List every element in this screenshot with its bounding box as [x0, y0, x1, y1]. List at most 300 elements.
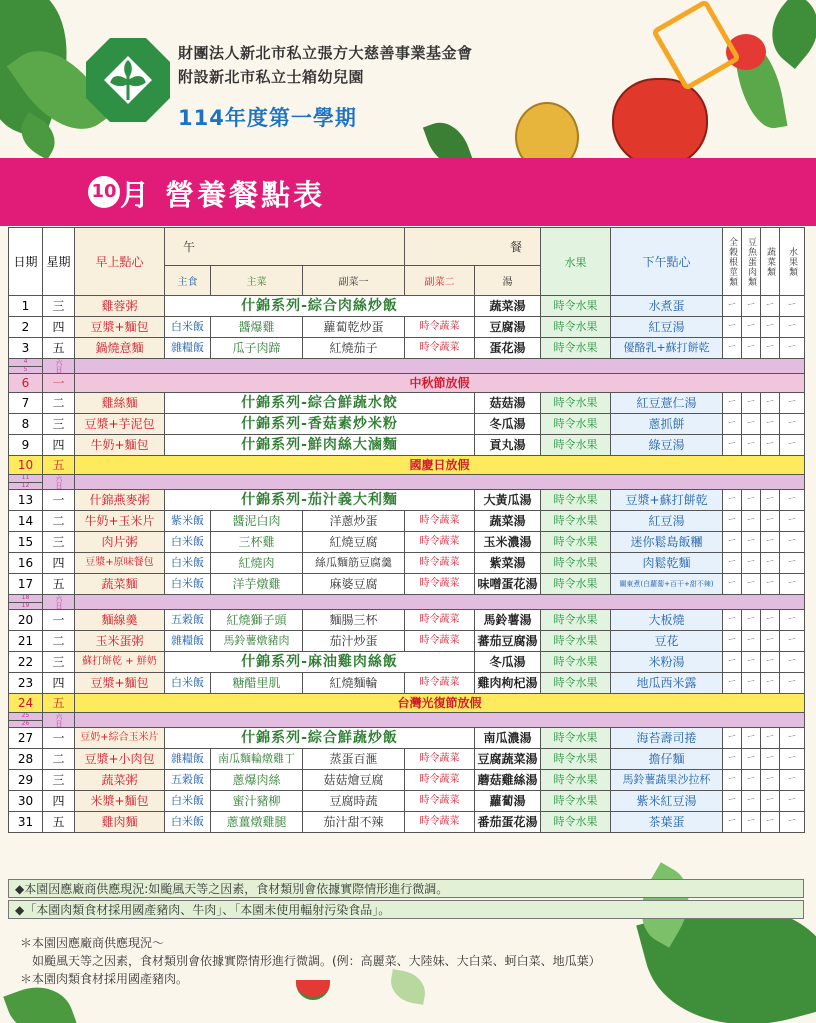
- day-cell: 10: [9, 456, 43, 475]
- morning-snack-cell: 豆漿+原味餐包: [75, 553, 165, 574]
- day-cell: 12: [9, 482, 43, 490]
- main-dish-cell: 洋芋燉雞: [211, 574, 303, 595]
- weekday-cell: 五: [43, 812, 75, 833]
- afternoon-snack-cell: 蔥抓餅: [611, 414, 723, 435]
- food-group-check: ㄧ: [723, 553, 742, 574]
- weekday-cell: 四: [43, 317, 75, 338]
- soup-cell: 冬瓜湯: [475, 414, 541, 435]
- food-group-check: ㄧ: [761, 393, 780, 414]
- fruit-cell: 時令水果: [541, 553, 611, 574]
- food-group-check: ㄧ: [723, 317, 742, 338]
- food-group-check: ㄧ: [780, 610, 805, 631]
- day-cell: 16: [9, 553, 43, 574]
- food-group-check: ㄧ: [723, 414, 742, 435]
- weekday-cell: 二: [43, 749, 75, 770]
- food-group-check: ㄧ: [742, 728, 761, 749]
- staple-cell: 紫米飯: [165, 511, 211, 532]
- staple-cell: 白米飯: [165, 791, 211, 812]
- morning-snack-cell: 豆奶+綜合玉米片: [75, 728, 165, 749]
- weekday-cell: 三: [43, 296, 75, 317]
- menu-row: [9, 553, 805, 574]
- morning-snack-cell: 鍋燒意麵: [75, 338, 165, 359]
- food-group-check: ㄧ: [723, 749, 742, 770]
- main-dish-cell: 蔥爆肉絲: [211, 770, 303, 791]
- food-group-check: ㄧ: [761, 553, 780, 574]
- side1-cell: 麵腸三杯: [303, 610, 405, 631]
- food-group-check: ㄧ: [761, 749, 780, 770]
- day-cell: 27: [9, 728, 43, 749]
- lunch-merged-cell: 什錦系列-綜合鮮蔬水餃: [165, 393, 475, 414]
- weekday-cell: 四: [43, 791, 75, 812]
- day-cell: 13: [9, 490, 43, 511]
- weekday-cell: 二: [43, 631, 75, 652]
- staple-cell: 五穀飯: [165, 770, 211, 791]
- day-cell: 2: [9, 317, 43, 338]
- food-group-check: ㄧ: [742, 770, 761, 791]
- food-group-check: ㄧ: [761, 728, 780, 749]
- weekend-fill: [75, 595, 805, 610]
- weekend-fill: [75, 359, 805, 374]
- lunch-merged-cell: 什錦系列-麻油雞肉絲飯: [165, 652, 475, 673]
- morning-snack-cell: 什錦燕麥粥: [75, 490, 165, 511]
- lunch-merged-cell: 什錦系列-鮮肉絲大滷麵: [165, 435, 475, 456]
- weekday-cell: 一: [43, 490, 75, 511]
- soup-cell: 蕃茄豆腐湯: [475, 631, 541, 652]
- lunch-merged-cell: 什錦系列-綜合肉絲炒飯: [165, 296, 475, 317]
- fruit-cell: 時令水果: [541, 749, 611, 770]
- menu-row: [9, 393, 805, 414]
- food-group-check: ㄧ: [761, 574, 780, 595]
- main-dish-cell: 醬爆雞: [211, 317, 303, 338]
- side2-cell: 時令蔬菜: [405, 574, 475, 595]
- food-group-check: ㄧ: [742, 812, 761, 833]
- afternoon-snack-cell: 紅豆湯: [611, 317, 723, 338]
- food-group-check: ㄧ: [761, 770, 780, 791]
- food-group-check: ㄧ: [742, 317, 761, 338]
- weekday-cell: 三: [43, 414, 75, 435]
- day-cell: 19: [9, 602, 43, 610]
- food-group-check: ㄧ: [723, 393, 742, 414]
- day-cell: 23: [9, 673, 43, 694]
- food-group-check: ㄧ: [780, 296, 805, 317]
- food-group-check: ㄧ: [742, 553, 761, 574]
- logo: [84, 36, 172, 124]
- weekday-cell: 六日: [43, 475, 75, 490]
- morning-snack-cell: 蔬菜粥: [75, 770, 165, 791]
- food-group-check: ㄧ: [742, 532, 761, 553]
- staple-cell: 雜糧飯: [165, 749, 211, 770]
- weekend-row: [9, 713, 805, 721]
- menu-row: [9, 631, 805, 652]
- soup-cell: 貢丸湯: [475, 435, 541, 456]
- morning-snack-cell: 豆漿+小肉包: [75, 749, 165, 770]
- side1-cell: 紅燒豆腐: [303, 532, 405, 553]
- fruit-cell: 時令水果: [541, 393, 611, 414]
- day-cell: 8: [9, 414, 43, 435]
- morning-snack-cell: 玉米蛋粥: [75, 631, 165, 652]
- food-group-check: ㄧ: [742, 652, 761, 673]
- fruit-cell: 時令水果: [541, 317, 611, 338]
- weekday-cell: 四: [43, 553, 75, 574]
- day-cell: 28: [9, 749, 43, 770]
- day-cell: 18: [9, 595, 43, 603]
- food-group-check: ㄧ: [742, 749, 761, 770]
- menu-row: [9, 317, 805, 338]
- fruit-cell: 時令水果: [541, 728, 611, 749]
- header-grains: 全穀根莖類: [723, 228, 742, 296]
- side2-cell: 時令蔬菜: [405, 791, 475, 812]
- header-lunch-right: 餐: [405, 228, 541, 266]
- soup-cell: 大黃瓜湯: [475, 490, 541, 511]
- soup-cell: 南瓜濃湯: [475, 728, 541, 749]
- fruit-cell: 時令水果: [541, 574, 611, 595]
- food-group-check: ㄧ: [780, 673, 805, 694]
- weekday-cell: 二: [43, 393, 75, 414]
- fruit-cell: 時令水果: [541, 770, 611, 791]
- afternoon-snack-cell: 紫米紅豆湯: [611, 791, 723, 812]
- food-group-check: ㄧ: [780, 553, 805, 574]
- afternoon-snack-cell: 水煮蛋: [611, 296, 723, 317]
- afternoon-snack-cell: 肉鬆乾麵: [611, 553, 723, 574]
- weekday-cell: 四: [43, 435, 75, 456]
- soup-cell: 蘿蔔湯: [475, 791, 541, 812]
- weekday-cell: 三: [43, 770, 75, 791]
- header-morning-snack: 早上點心: [75, 228, 165, 296]
- fruit-cell: 時令水果: [541, 812, 611, 833]
- food-group-check: ㄧ: [742, 414, 761, 435]
- footer-line: 如颱風天等之因素，食材類別會依據實際情形進行微調。(例：高麗菜、大陸妹、大白菜、蚵白菜、地瓜葉）: [32, 954, 601, 968]
- header-staple: 主食: [165, 266, 211, 296]
- afternoon-snack-cell: 紅豆薏仁湯: [611, 393, 723, 414]
- page-title: 月 營養餐點表: [120, 178, 326, 212]
- day-cell: 7: [9, 393, 43, 414]
- menu-row: [9, 770, 805, 791]
- menu-row: [9, 728, 805, 749]
- note-line: ◆本園因應廠商供應現況:如颱風天等之因素，食材類別會依據實際情形進行微調。: [8, 879, 804, 898]
- food-group-check: ㄧ: [780, 435, 805, 456]
- food-group-check: ㄧ: [723, 770, 742, 791]
- weekday-cell: 五: [43, 694, 75, 713]
- food-group-check: ㄧ: [742, 338, 761, 359]
- main-dish-cell: 馬鈴薯燉豬肉: [211, 631, 303, 652]
- main-dish-cell: 南瓜麵輪燉雞丁: [211, 749, 303, 770]
- side1-cell: 茄汁甜不辣: [303, 812, 405, 833]
- side2-cell: 時令蔬菜: [405, 338, 475, 359]
- food-group-check: ㄧ: [742, 435, 761, 456]
- org-name-line1: 財團法人新北市私立張方大慈善事業基金會: [178, 44, 473, 62]
- day-cell: 15: [9, 532, 43, 553]
- food-group-check: ㄧ: [780, 532, 805, 553]
- fruit-cell: 時令水果: [541, 631, 611, 652]
- afternoon-snack-cell: 迷你鬆島飯糰: [611, 532, 723, 553]
- food-group-check: ㄧ: [723, 791, 742, 812]
- food-group-check: ㄧ: [742, 393, 761, 414]
- soup-cell: 番茄蛋花湯: [475, 812, 541, 833]
- menu-row: [9, 338, 805, 359]
- soup-cell: 冬瓜湯: [475, 652, 541, 673]
- weekend-fill: [75, 475, 805, 490]
- morning-snack-cell: 牛奶+麵包: [75, 435, 165, 456]
- afternoon-snack-cell: 豆花: [611, 631, 723, 652]
- menu-row: [9, 652, 805, 673]
- food-group-check: ㄧ: [761, 812, 780, 833]
- day-cell: 20: [9, 610, 43, 631]
- header-vegetables: 蔬菜類: [761, 228, 780, 296]
- food-group-check: ㄧ: [761, 652, 780, 673]
- afternoon-snack-cell: 優酪乳+蘇打餅乾: [611, 338, 723, 359]
- side2-cell: 時令蔬菜: [405, 532, 475, 553]
- day-cell: 31: [9, 812, 43, 833]
- main-dish-cell: 紅燒獅子頭: [211, 610, 303, 631]
- afternoon-snack-cell: 海苔壽司捲: [611, 728, 723, 749]
- day-cell: 30: [9, 791, 43, 812]
- food-group-check: ㄧ: [723, 490, 742, 511]
- main-dish-cell: 紅燒肉: [211, 553, 303, 574]
- afternoon-snack-cell: 紅豆湯: [611, 511, 723, 532]
- morning-snack-cell: 蔬菜麵: [75, 574, 165, 595]
- menu-row: [9, 812, 805, 833]
- header-afternoon-snack: 下午點心: [611, 228, 723, 296]
- morning-snack-cell: 豆漿+麵包: [75, 317, 165, 338]
- weekday-cell: 六日: [43, 359, 75, 374]
- morning-snack-cell: 豆漿+芋泥包: [75, 414, 165, 435]
- morning-snack-cell: 牛奶+玉米片: [75, 511, 165, 532]
- food-group-check: ㄧ: [780, 414, 805, 435]
- holiday-label: 中秋節放假: [75, 374, 805, 393]
- food-group-check: ㄧ: [723, 673, 742, 694]
- staple-cell: 五穀飯: [165, 610, 211, 631]
- main-dish-cell: 三杯雞: [211, 532, 303, 553]
- fruit-cell: 時令水果: [541, 511, 611, 532]
- food-group-check: ㄧ: [780, 749, 805, 770]
- apple-mascot-icon: [612, 78, 708, 168]
- side1-cell: 豆腐時蔬: [303, 791, 405, 812]
- header-side2: 副菜二: [405, 266, 475, 296]
- afternoon-snack-cell: 馬鈴薯蔬果沙拉杯: [611, 770, 723, 791]
- afternoon-snack-cell: 大板燒: [611, 610, 723, 631]
- lunch-merged-cell: 什錦系列-綜合鮮蔬炒飯: [165, 728, 475, 749]
- fruit-cell: 時令水果: [541, 652, 611, 673]
- soup-cell: 蛋花湯: [475, 338, 541, 359]
- menu-row: [9, 610, 805, 631]
- main-dish-cell: 瓜子肉蹄: [211, 338, 303, 359]
- header-protein: 豆魚蛋肉類: [742, 228, 761, 296]
- menu-body: [9, 296, 805, 833]
- fruit-cell: 時令水果: [541, 338, 611, 359]
- menu-row: [9, 791, 805, 812]
- food-group-check: ㄧ: [742, 610, 761, 631]
- food-group-check: ㄧ: [761, 414, 780, 435]
- fruit-cell: 時令水果: [541, 673, 611, 694]
- food-group-check: ㄧ: [780, 728, 805, 749]
- food-group-check: ㄧ: [780, 812, 805, 833]
- menu-row: [9, 296, 805, 317]
- food-group-check: ㄧ: [780, 393, 805, 414]
- food-group-check: ㄧ: [723, 728, 742, 749]
- menu-row: [9, 435, 805, 456]
- header-soup: 湯: [475, 266, 541, 296]
- afternoon-snack-cell: 關東煮(白蘿蔔+百干+甜不辣): [611, 574, 723, 595]
- food-group-check: ㄧ: [780, 770, 805, 791]
- holiday-row: [9, 374, 805, 393]
- food-group-check: ㄧ: [761, 610, 780, 631]
- food-group-check: ㄧ: [742, 296, 761, 317]
- food-group-check: ㄧ: [761, 296, 780, 317]
- side1-cell: 紅燒麵輪: [303, 673, 405, 694]
- header-side1: 副菜一: [303, 266, 405, 296]
- header-day: 日期: [9, 228, 43, 296]
- soup-cell: 雞肉枸杞湯: [475, 673, 541, 694]
- header-weekday: 星期: [43, 228, 75, 296]
- holiday-row: [9, 694, 805, 713]
- food-group-check: ㄧ: [742, 574, 761, 595]
- food-group-check: ㄧ: [742, 791, 761, 812]
- weekday-cell: 五: [43, 574, 75, 595]
- staple-cell: 白米飯: [165, 574, 211, 595]
- soup-cell: 菇菇湯: [475, 393, 541, 414]
- soup-cell: 蘑菇雞絲湯: [475, 770, 541, 791]
- staple-cell: 雜糧飯: [165, 338, 211, 359]
- header-fruits-cat: 水果類: [780, 228, 805, 296]
- morning-snack-cell: 米漿+麵包: [75, 791, 165, 812]
- food-group-check: ㄧ: [761, 511, 780, 532]
- weekday-cell: 六日: [43, 713, 75, 728]
- side1-cell: 紅燒茄子: [303, 338, 405, 359]
- soup-cell: 蔬菜湯: [475, 511, 541, 532]
- food-group-check: ㄧ: [723, 511, 742, 532]
- lunch-merged-cell: 什錦系列-香菇素炒米粉: [165, 414, 475, 435]
- food-group-check: ㄧ: [780, 574, 805, 595]
- afternoon-snack-cell: 擔仔麵: [611, 749, 723, 770]
- morning-snack-cell: 雞肉麵: [75, 812, 165, 833]
- holiday-label: 國慶日放假: [75, 456, 805, 475]
- morning-snack-cell: 雞絲麵: [75, 393, 165, 414]
- term-label: 114年度第一學期: [178, 106, 357, 130]
- weekday-cell: 三: [43, 532, 75, 553]
- food-group-check: ㄧ: [761, 435, 780, 456]
- header-fruit: 水果: [541, 228, 611, 296]
- morning-snack-cell: 豆漿+麵包: [75, 673, 165, 694]
- side1-cell: 洋蔥炒蛋: [303, 511, 405, 532]
- holiday-row: [9, 456, 805, 475]
- morning-snack-cell: 蘇打餅乾 + 鮮奶: [75, 652, 165, 673]
- header-main-dish: 主菜: [211, 266, 303, 296]
- main-dish-cell: 蜜汁豬柳: [211, 791, 303, 812]
- day-cell: 21: [9, 631, 43, 652]
- staple-cell: 白米飯: [165, 553, 211, 574]
- menu-row: [9, 532, 805, 553]
- food-group-check: ㄧ: [723, 812, 742, 833]
- menu-row: [9, 490, 805, 511]
- weekend-row: [9, 475, 805, 483]
- fruit-cell: 時令水果: [541, 435, 611, 456]
- fruit-cell: 時令水果: [541, 490, 611, 511]
- weekend-fill: [75, 713, 805, 728]
- weekday-cell: 二: [43, 511, 75, 532]
- soup-cell: 紫菜湯: [475, 553, 541, 574]
- food-group-check: ㄧ: [761, 338, 780, 359]
- lunch-merged-cell: 什錦系列-茄汁義大利麵: [165, 490, 475, 511]
- weekday-cell: 三: [43, 652, 75, 673]
- day-cell: 9: [9, 435, 43, 456]
- side2-cell: 時令蔬菜: [405, 317, 475, 338]
- food-group-check: ㄧ: [780, 652, 805, 673]
- menu-row: [9, 574, 805, 595]
- leaf-decoration: [388, 969, 429, 1005]
- side2-cell: 時令蔬菜: [405, 610, 475, 631]
- fruit-cell: 時令水果: [541, 532, 611, 553]
- afternoon-snack-cell: 綠豆湯: [611, 435, 723, 456]
- side2-cell: 時令蔬菜: [405, 749, 475, 770]
- staple-cell: 白米飯: [165, 317, 211, 338]
- food-group-check: ㄧ: [761, 791, 780, 812]
- staple-cell: 白米飯: [165, 673, 211, 694]
- food-group-check: ㄧ: [761, 317, 780, 338]
- weekday-cell: 五: [43, 338, 75, 359]
- soup-cell: 豆腐湯: [475, 317, 541, 338]
- day-cell: 17: [9, 574, 43, 595]
- side2-cell: 時令蔬菜: [405, 631, 475, 652]
- org-name-line2: 附設新北市私立士箱幼兒園: [178, 68, 365, 86]
- month-number-badge: 10: [88, 176, 120, 208]
- watermelon-icon: [296, 980, 330, 1000]
- side2-cell: 時令蔬菜: [405, 770, 475, 791]
- soup-cell: 蔬菜湯: [475, 296, 541, 317]
- day-cell: 14: [9, 511, 43, 532]
- food-group-check: ㄧ: [761, 673, 780, 694]
- footer-line: ＊本園肉類食材採用國產豬肉。: [20, 972, 189, 986]
- footer-line: ＊本園因應廠商供應現況～: [20, 936, 165, 950]
- menu-row: [9, 511, 805, 532]
- soup-cell: 馬鈴薯湯: [475, 610, 541, 631]
- menu-table: [8, 227, 805, 833]
- food-group-check: ㄧ: [742, 631, 761, 652]
- fruit-cell: 時令水果: [541, 414, 611, 435]
- day-cell: 4: [9, 359, 43, 367]
- side2-cell: 時令蔬菜: [405, 812, 475, 833]
- food-group-check: ㄧ: [780, 490, 805, 511]
- weekday-cell: 一: [43, 728, 75, 749]
- main-dish-cell: 醬泥白肉: [211, 511, 303, 532]
- morning-snack-cell: 雞蓉粥: [75, 296, 165, 317]
- morning-snack-cell: 麵線羹: [75, 610, 165, 631]
- food-group-check: ㄧ: [780, 631, 805, 652]
- staple-cell: 白米飯: [165, 532, 211, 553]
- food-group-check: ㄧ: [723, 610, 742, 631]
- menu-row: [9, 414, 805, 435]
- menu-row: [9, 673, 805, 694]
- food-group-check: ㄧ: [742, 673, 761, 694]
- holiday-label: 台灣光復節放假: [75, 694, 805, 713]
- afternoon-snack-cell: 豆漿+蘇打餅乾: [611, 490, 723, 511]
- food-group-check: ㄧ: [780, 338, 805, 359]
- afternoon-snack-cell: 米粉湯: [611, 652, 723, 673]
- weekend-row: [9, 595, 805, 603]
- food-group-check: ㄧ: [780, 317, 805, 338]
- food-group-check: ㄧ: [723, 631, 742, 652]
- day-cell: 29: [9, 770, 43, 791]
- food-group-check: ㄧ: [723, 338, 742, 359]
- soup-cell: 味噌蛋花湯: [475, 574, 541, 595]
- food-group-check: ㄧ: [723, 532, 742, 553]
- day-cell: 6: [9, 374, 43, 393]
- food-group-check: ㄧ: [761, 490, 780, 511]
- day-cell: 26: [9, 720, 43, 728]
- side1-cell: 菇菇燴豆腐: [303, 770, 405, 791]
- side2-cell: 時令蔬菜: [405, 553, 475, 574]
- fruit-cell: 時令水果: [541, 296, 611, 317]
- food-group-check: ㄧ: [761, 532, 780, 553]
